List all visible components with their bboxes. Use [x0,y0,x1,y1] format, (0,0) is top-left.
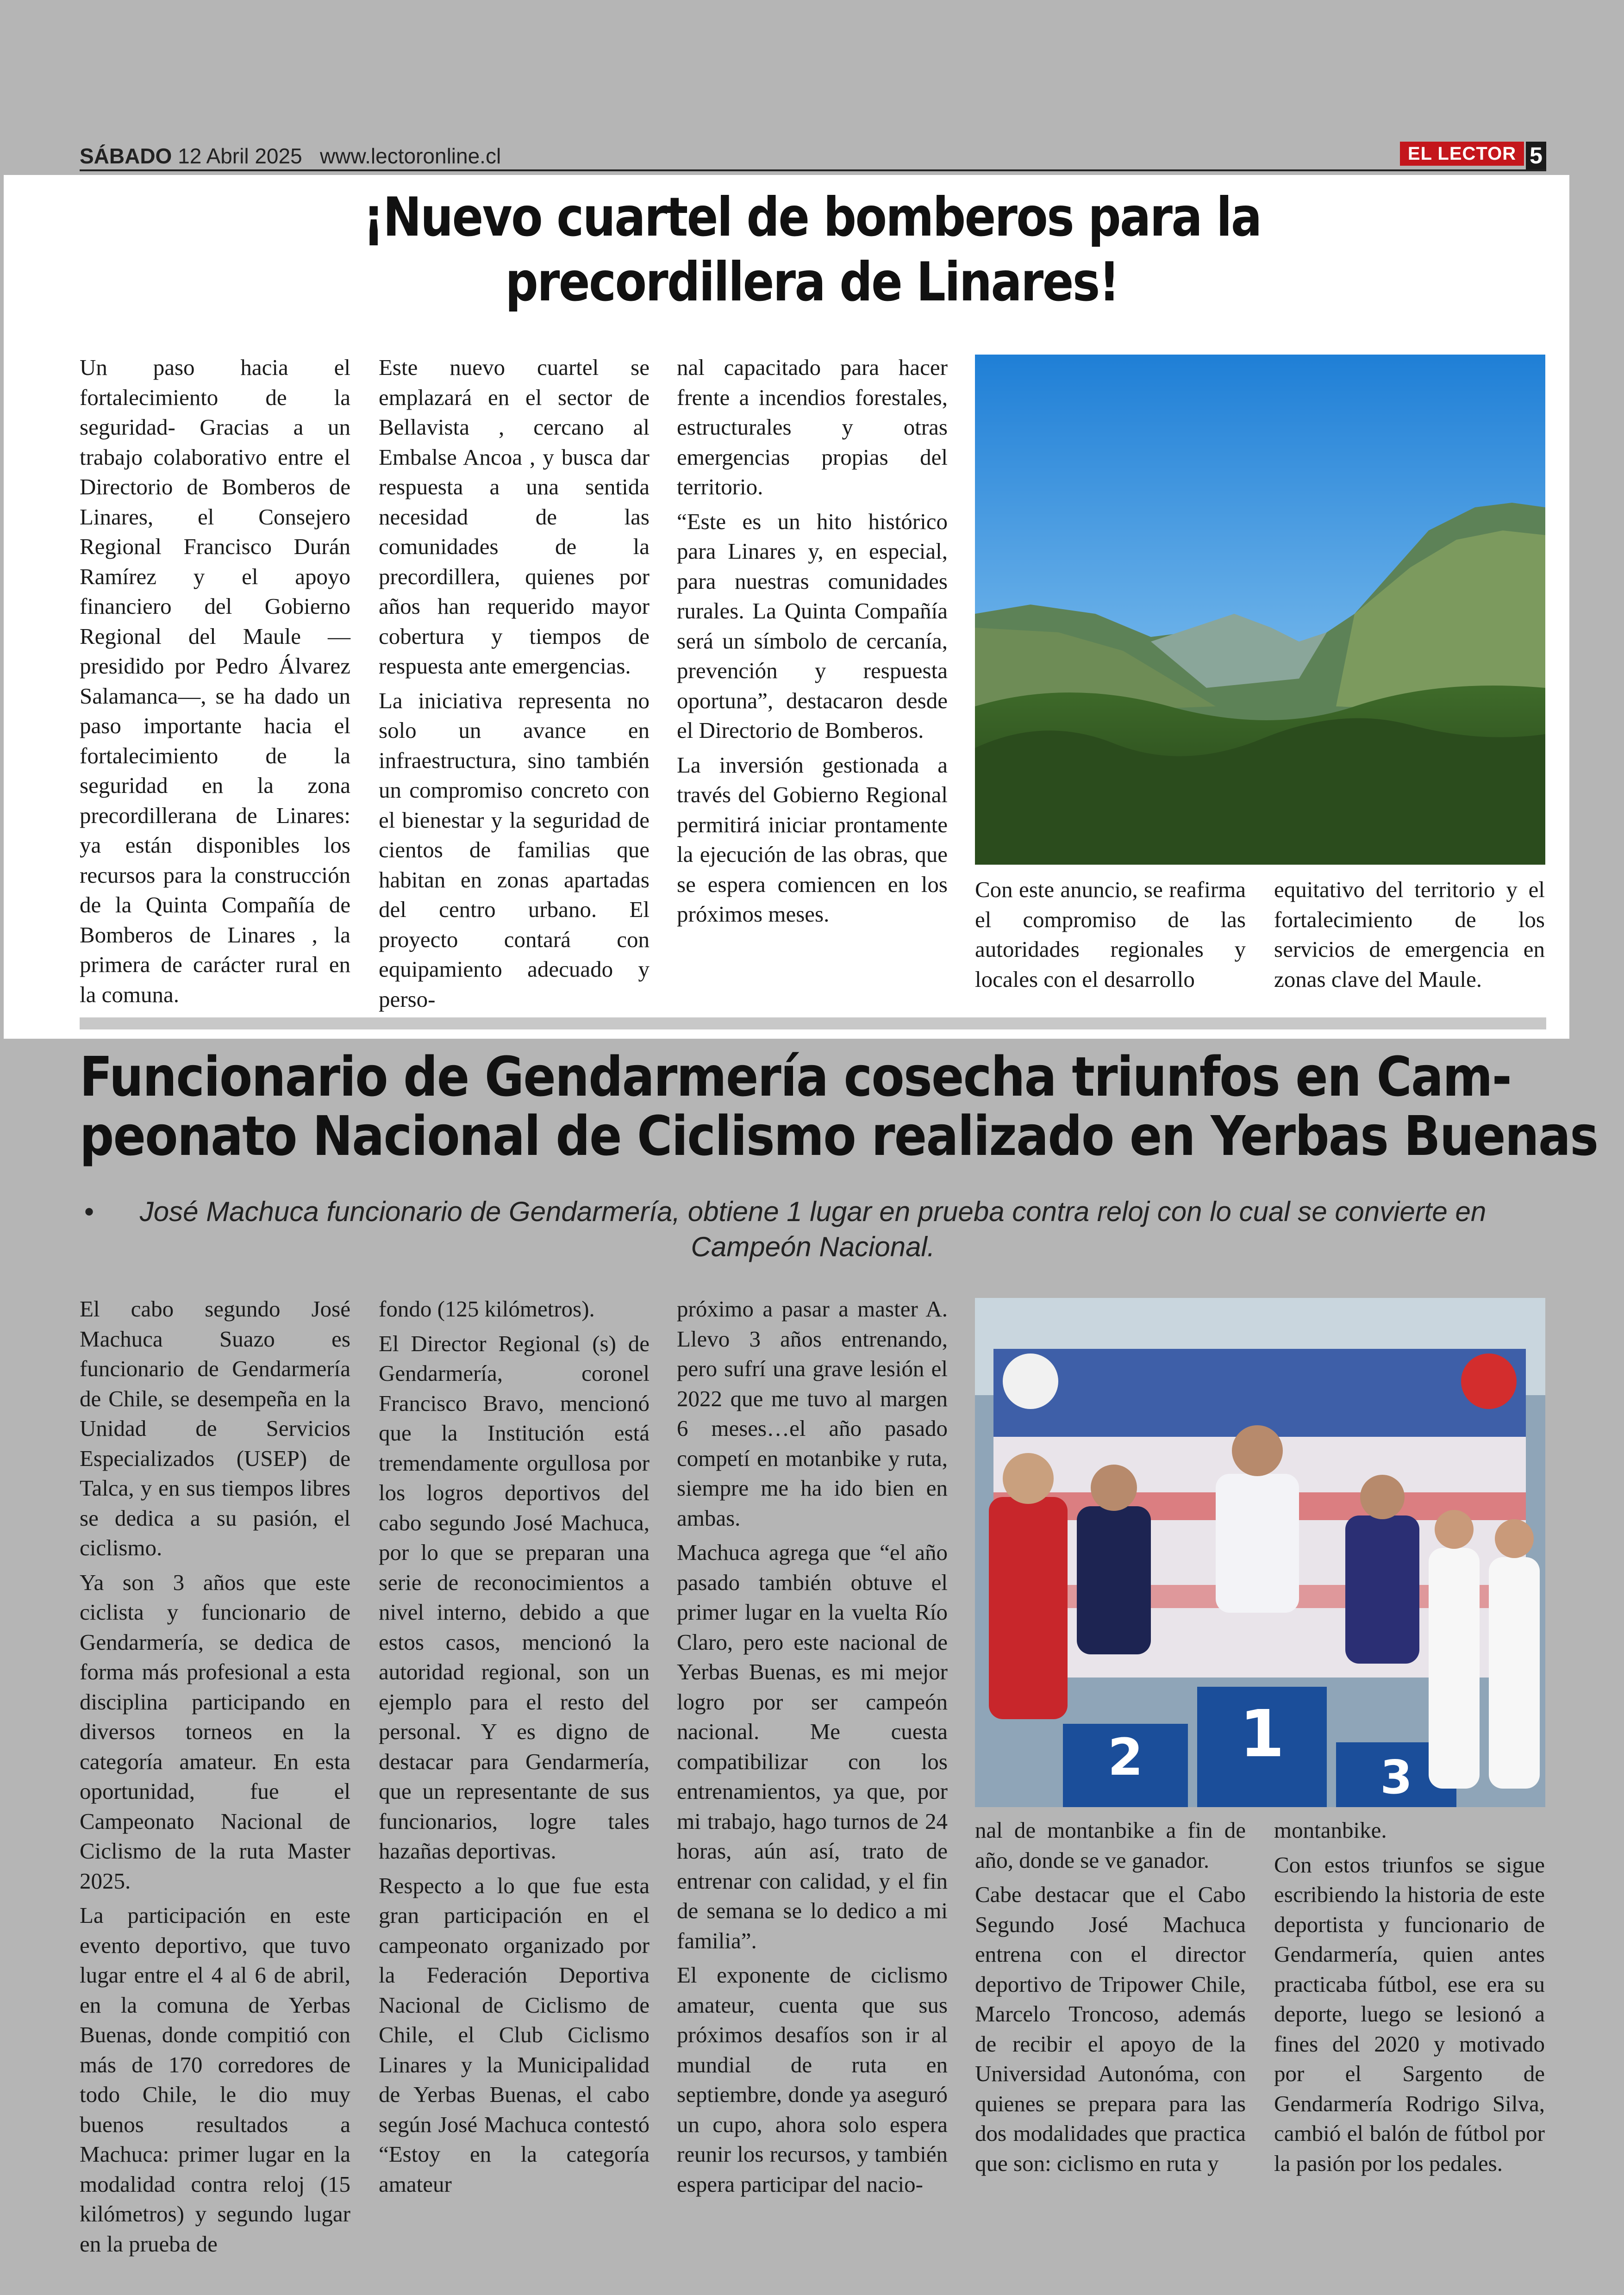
article-2-headline-line2: peonato Nacional de Ciclismo realizado en Yerbas Buenas [80,1104,1598,1168]
article-2-headline [80,1045,1598,1168]
article-1-paragraph: nal capacitado para hacer frente a incendios forestales, estructurales y otras emergencias propias del territorio. [677,355,948,499]
article-1-paragraph: La iniciativa representa no solo un avance en infraestructura, sino también un compromiso concreto con el bienestar y la seguridad de cientos de familias que habitan en zonas apartadas del centro urbano. El proyecto contará con equipamiento adecuado y perso- [379,687,650,1012]
article-1-column-4 [975,875,1246,999]
article-2-paragraph: fondo (125 kilómetros). [379,1296,595,1322]
mountain-valley-photo [975,355,1545,865]
article-1-paragraph: La inversión gestionada a través del Gobierno Regional permitirá iniciar prontamente la ejecución de las obras, que se espera comiencen en los próximos meses. [677,752,948,927]
article-2-paragraph: Cabe destacar que el Cabo Segundo José Machuca entrena con el director deportivo de Tripower Chile, Marcelo Troncoso, además de recibir el apoyo de la Universidad Autonóma, con quienes se prepara para las dos modalidades que practica que son: ciclismo en ruta y [975,1882,1246,2176]
website-link[interactable]: www.lectoronline.cl [320,144,501,168]
article-2-paragraph: Con estos triunfos se sigue escribiendo la historia de este deportista y funcionario de Gendarmería, quien antes practicaba fútbol, ese era su deporte, luego se lesionó a fines del 2020 y motivado por el Sargento de Gendarmería Rodrigo Silva, cambió el balón de fútbol por la pasión por los pedales. [1274,1852,1545,2176]
article-2-paragraph: La participación en este evento deportivo, que tuvo lugar entre el 4 al 6 de abril, en la comuna de Yerbas Buenas, donde compitió con más de 170 corredores de todo Chile, le dio muy buenos resultados a Machuca: primer lugar en la modalidad contra reloj (15 kilómetros) y segundo lugar en la prueba de [80,1902,350,2257]
issue-day: SÁBADO [80,144,172,168]
article-2-paragraph: montanbike. [1274,1817,1387,1843]
article-2-column-3 [677,1294,948,2204]
article-1-paragraph: “Este es un hito histórico para Linares y, en especial, para nuestras comunidades rurales. La Quinta Compañía será un símbolo de cercanía, prevención y respuesta oportuna”, destacaron desde el Directorio de Bomberos. [677,508,948,743]
article-1-headline [114,185,1511,315]
article-2-subhead-text: José Machuca funcionario de Gendarmería, obtiene 1 lugar en prueba contra reloj con lo cual se convierte en Campeón Nacional. [139,1196,1487,1262]
issue-date [80,143,501,168]
podium-label-third: 3 [1380,1750,1412,1804]
masthead [80,142,1546,170]
article-2-paragraph: El exponente de ciclismo amateur, cuenta que sus próximos desafíos son ir al mundial de ruta en septiembre, donde ya aseguró un cupo, ahora solo espera reunir los recursos, y también espera participar del nacio- [677,1962,948,2197]
bullet-icon: • [84,1196,94,1227]
podium-label-second: 2 [1107,1727,1143,1787]
article-1-headline-line1: ¡Nuevo cuartel de bomberos para la [363,186,1261,249]
podium-illustration [975,1298,1545,1807]
article-2-paragraph: El cabo segundo José Machuca Suazo es funcionario de Gendarmería de Chile, se desempeña en la Unidad de Servicios Especializados (USEP) de Talca, y en sus tiempos libres se dedica a su pasión, el ciclismo. [80,1296,350,1560]
newspaper-logo: EL LECTOR [1400,142,1524,166]
page-number: 5 [1526,142,1546,169]
article-2-paragraph: Ya son 3 años que este ciclista y funcionario de Gendarmería, se dedica de forma más profesional a esta disciplina participando en diversos torneos en la categoría amateur. En esta oportunidad, fue el Campeonato Nacional de Ciclismo de la ruta Master 2025. [80,1569,350,1894]
article-2-paragraph: Respecto a lo que fue esta gran participación en el campeonato organizado por la Federación Deportiva Nacional de Ciclismo de Chile, el Club Ciclismo Linares y la Municipalidad de Yerbas Buenas, el cabo según José Machuca contestó “Estoy en la categoría amateur [379,1872,650,2197]
article-2-headline-line1: Funcionario de Gendarmería cosecha triunfos en Cam- [80,1045,1512,1109]
article-1-column-1 [80,353,350,1014]
section-divider [80,1017,1546,1029]
article-2-paragraph: nal de montanbike a fin de año, donde se ve ganador. [975,1817,1246,1873]
issue-date-text: 12 Abril 2025 [178,144,302,168]
article-1-column-5 [1274,875,1545,999]
article-1-paragraph: equitativo del territorio y el fortalecimiento de los servicios de emergencia en zonas clave del Maule. [1274,877,1545,992]
article-1-column-3 [677,353,948,934]
article-1-headline-line2: precordillera de Linares! [505,251,1119,313]
article-2-column-5 [1274,1815,1545,2183]
podium-photo [975,1298,1545,1807]
article-1-paragraph: Un paso hacia el fortalecimiento de la seguridad- Gracias a un trabajo colaborativo entre el Directorio de Bomberos de Linares, el Consejero Regional Francisco Durán Ramírez y el apoyo financiero del Gobierno Regional del Maule —presidido por Pedro Álvarez Salamanca—, se ha dado un paso importante hacia el fortalecimiento de la seguridad en la zona precordillerana de Linares: ya están disponibles los recursos para la construcción de la Quinta Compañía de Bomberos de Linares , la primera de carácter rural en la comuna. [80,355,350,1007]
article-2-paragraph: próximo a pasar a master A. Llevo 3 años entrenando, pero sufrí una grave lesión el 2022 que me tuvo al margen 6 meses…el año pasado competí en motanbike y ruta, siempre me ha ido bien en ambas. [677,1296,948,1531]
article-2-column-4 [975,1815,1246,2183]
article-1-paragraph: Este nuevo cuartel se emplazará en el sector de Bellavista , cercano al Embalse Ancoa , y busca dar respuesta a una sentida necesidad de las comunidades de la precordillera, quienes por años han requerido mayor cobertura y tiempos de respuesta ante emergencias. [379,355,650,679]
article-1-paragraph: Con este anuncio, se reafirma el compromiso de las autoridades regionales y locales con el desarrollo [975,877,1246,992]
article-2-column-2 [379,1294,650,2204]
article-2-paragraph: Machuca agrega que “el año pasado también obtuve el primer lugar en la vuelta Río Claro, pero este nacional de Yerbas Buenas, es mi mejor logro por ser campeón nacional. Me cuesta compatibilizar con los entrenamientos, ya que, por mi trabajo, hago turnos de 24 horas, aún así, trato de entrenar con calidad, y el fin de semana se lo dedico a mi familia”. [677,1540,948,1953]
article-1-column-2 [379,353,650,1019]
article-2-subhead [80,1194,1546,1265]
mountain-valley-illustration [975,355,1545,865]
masthead-rule [80,169,1546,171]
article-2-column-1 [80,1294,350,2264]
article-2-paragraph: El Director Regional (s) de Gendarmería, coronel Francisco Bravo, mencionó que la Institución está tremendamente orgullosa por los logros deportivos del cabo segundo José Machuca, por lo que se preparan una serie de reconocimientos a nivel interno, debido a que estos casos, mencionó la autoridad regional, son un ejemplo para el resto del personal. Y es digno de destacar para Gendarmería, que un representante de sus funcionarios, logre tales hazañas deportivas. [379,1330,650,1864]
podium-label-first: 1 [1239,1696,1285,1772]
